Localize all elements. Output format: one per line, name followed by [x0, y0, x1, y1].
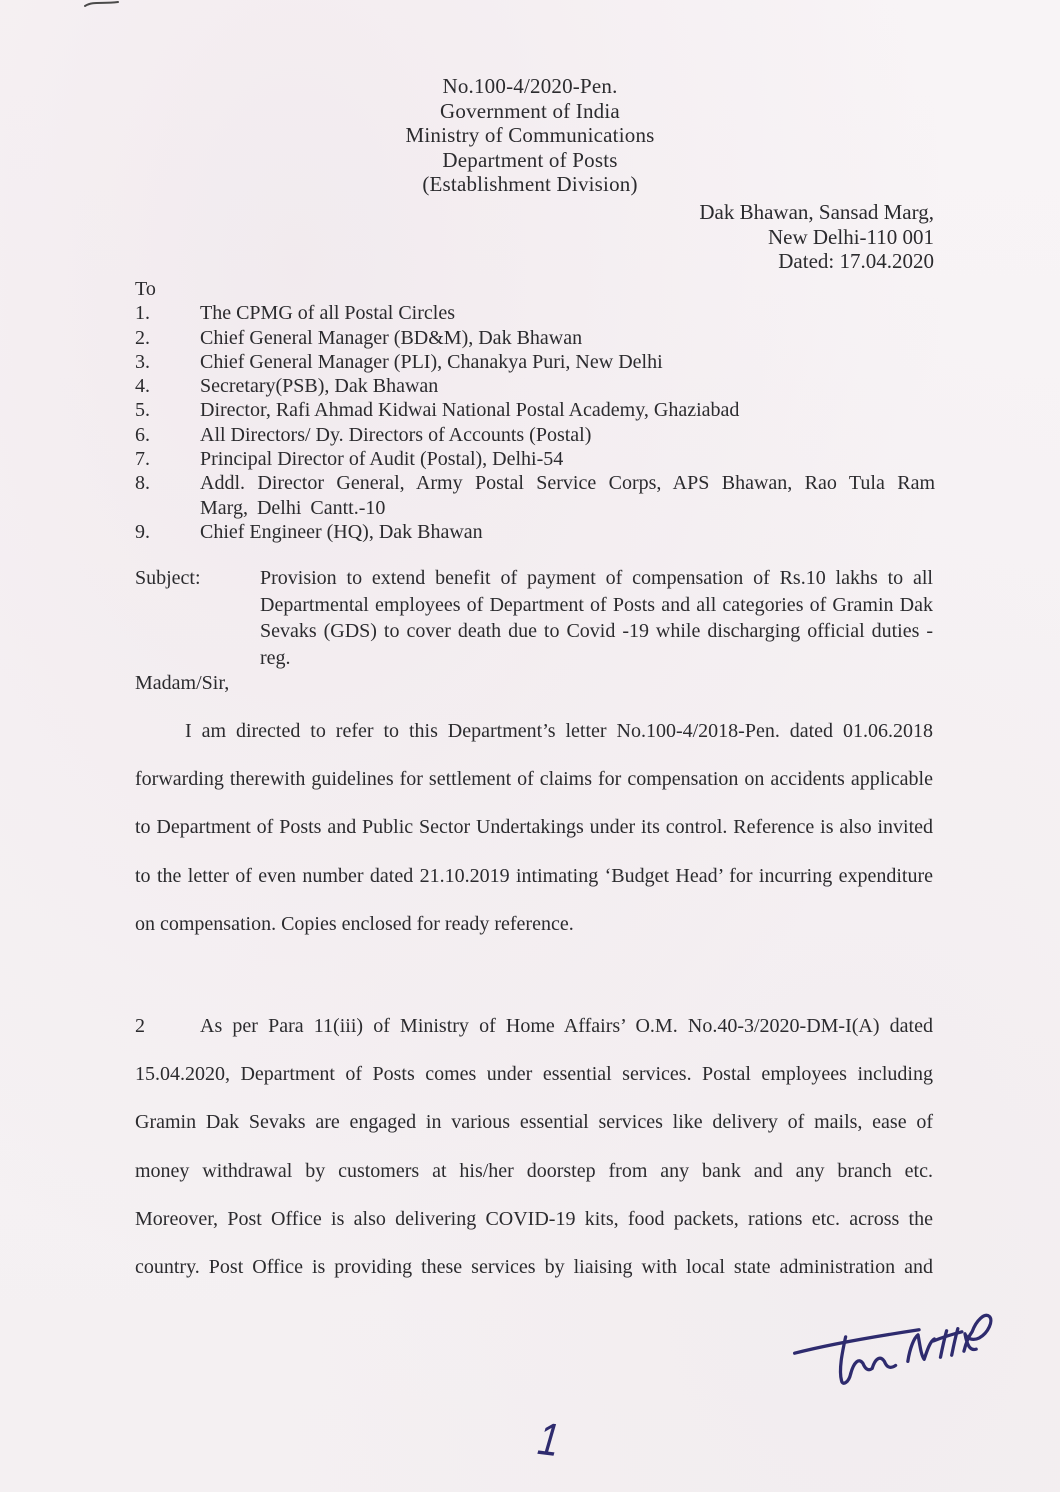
recipient-text: Chief General Manager (BD&M), Dak Bhawan	[200, 326, 583, 349]
subject-text: Provision to extend benefit of payment of compensation of Rs.10 lakhs to all Departmental employees of Department of Posts and all categories of Gramin Dak Sevaks (GDS) to cover death due to Covid -19 while discharging official duties - reg.	[260, 567, 933, 669]
recipient-row	[135, 350, 935, 374]
recipient-row	[135, 471, 935, 520]
paragraph-text: As per Para 11(iii) of Ministry of Home Affairs’ O.M. No.40-3/2020-DM-I(A) dated 15.04.2020, Department of Posts comes under essential services. Postal employees including Gramin Dak Sevaks are engaged in various essential services like delivery of mails, ease of money withdrawal by customers at his/her doorstep from any bank and any branch etc. Moreover, Post Office is also delivering COVID-19 kits, food packets, rations etc. across the country. Post Office is providing these services by liaising with local state administration and	[135, 1015, 933, 1279]
recipient-number: 8.	[135, 472, 150, 495]
address-line: New Delhi-110 001	[767, 224, 934, 249]
recipient-row	[135, 398, 935, 422]
salutation: Madam/Sir,	[135, 672, 230, 694]
reference-number: No.100-4/2020-Pen.	[442, 74, 618, 98]
letterhead	[0, 74, 1060, 197]
address-line: Dak Bhawan, Sansad Marg,	[699, 200, 934, 224]
org-line: Ministry of Communications	[405, 123, 655, 148]
org-line: (Establishment Division)	[422, 172, 638, 197]
body-paragraph-1: I am directed to refer to this Department’s letter No.100-4/2018-Pen. dated 01.06.2018 forwarding therewith guidelines for settlement of claims for compensation on accidents applicable to Department of Posts and Public Sector Undertakings under its control. Reference is also invited to the letter of even number dated 21.10.2019 intimating ‘Budget Head’ for incurring expenditure on compensation. Copies enclosed for ready reference.	[135, 720, 933, 935]
org-line: Department of Posts	[442, 147, 618, 172]
recipient-text: Chief General Manager (PLI), Chanakya Puri, New Delhi	[200, 350, 663, 373]
recipient-row	[135, 301, 935, 325]
recipient-number: 5.	[135, 399, 150, 422]
staple-mark	[84, 0, 120, 8]
recipient-number: 7.	[135, 448, 150, 471]
recipient-row	[135, 423, 935, 447]
org-line: Government of India	[440, 98, 620, 123]
recipient-row	[135, 374, 935, 398]
recipient-number: 6.	[135, 423, 150, 446]
recipient-number: 1.	[135, 302, 150, 325]
subject-label: Subject:	[135, 567, 201, 589]
recipient-text: The CPMG of all Postal Circles	[200, 302, 455, 325]
recipient-text: Principal Director of Audit (Postal), Delhi-54	[200, 448, 564, 471]
recipient-number: 9.	[135, 520, 150, 543]
recipient-text: Secretary(PSB), Dak Bhawan	[200, 375, 439, 398]
body-paragraph-2	[135, 1002, 933, 1291]
recipient-text: Chief Engineer (HQ), Dak Bhawan	[200, 520, 483, 543]
to-label: To	[135, 278, 156, 300]
subject-block	[135, 565, 933, 671]
recipients-block	[135, 277, 935, 544]
recipient-text: Addl. Director General, Army Postal Service Corps, APS Bhawan, Rao Tula Ram Marg, Delhi Cantt.-10	[200, 472, 935, 519]
handwritten-signature-ink	[788, 1292, 993, 1394]
paragraph-number: 2	[135, 1015, 145, 1037]
recipient-row	[135, 326, 935, 350]
recipient-text: Director, Rafi Ahmad Kidwai National Postal Academy, Ghaziabad	[200, 399, 740, 422]
handwritten-page-number: 1	[535, 1411, 563, 1467]
recipient-row	[135, 520, 935, 544]
recipient-text: All Directors/ Dy. Directors of Accounts (Postal)	[200, 423, 592, 446]
recipient-row	[135, 447, 935, 471]
recipient-number: 3.	[135, 350, 150, 373]
office-address-block	[699, 200, 934, 274]
recipient-number: 2.	[135, 326, 150, 349]
letter-date: Dated: 17.04.2020	[778, 249, 934, 274]
recipient-number: 4.	[135, 375, 150, 398]
